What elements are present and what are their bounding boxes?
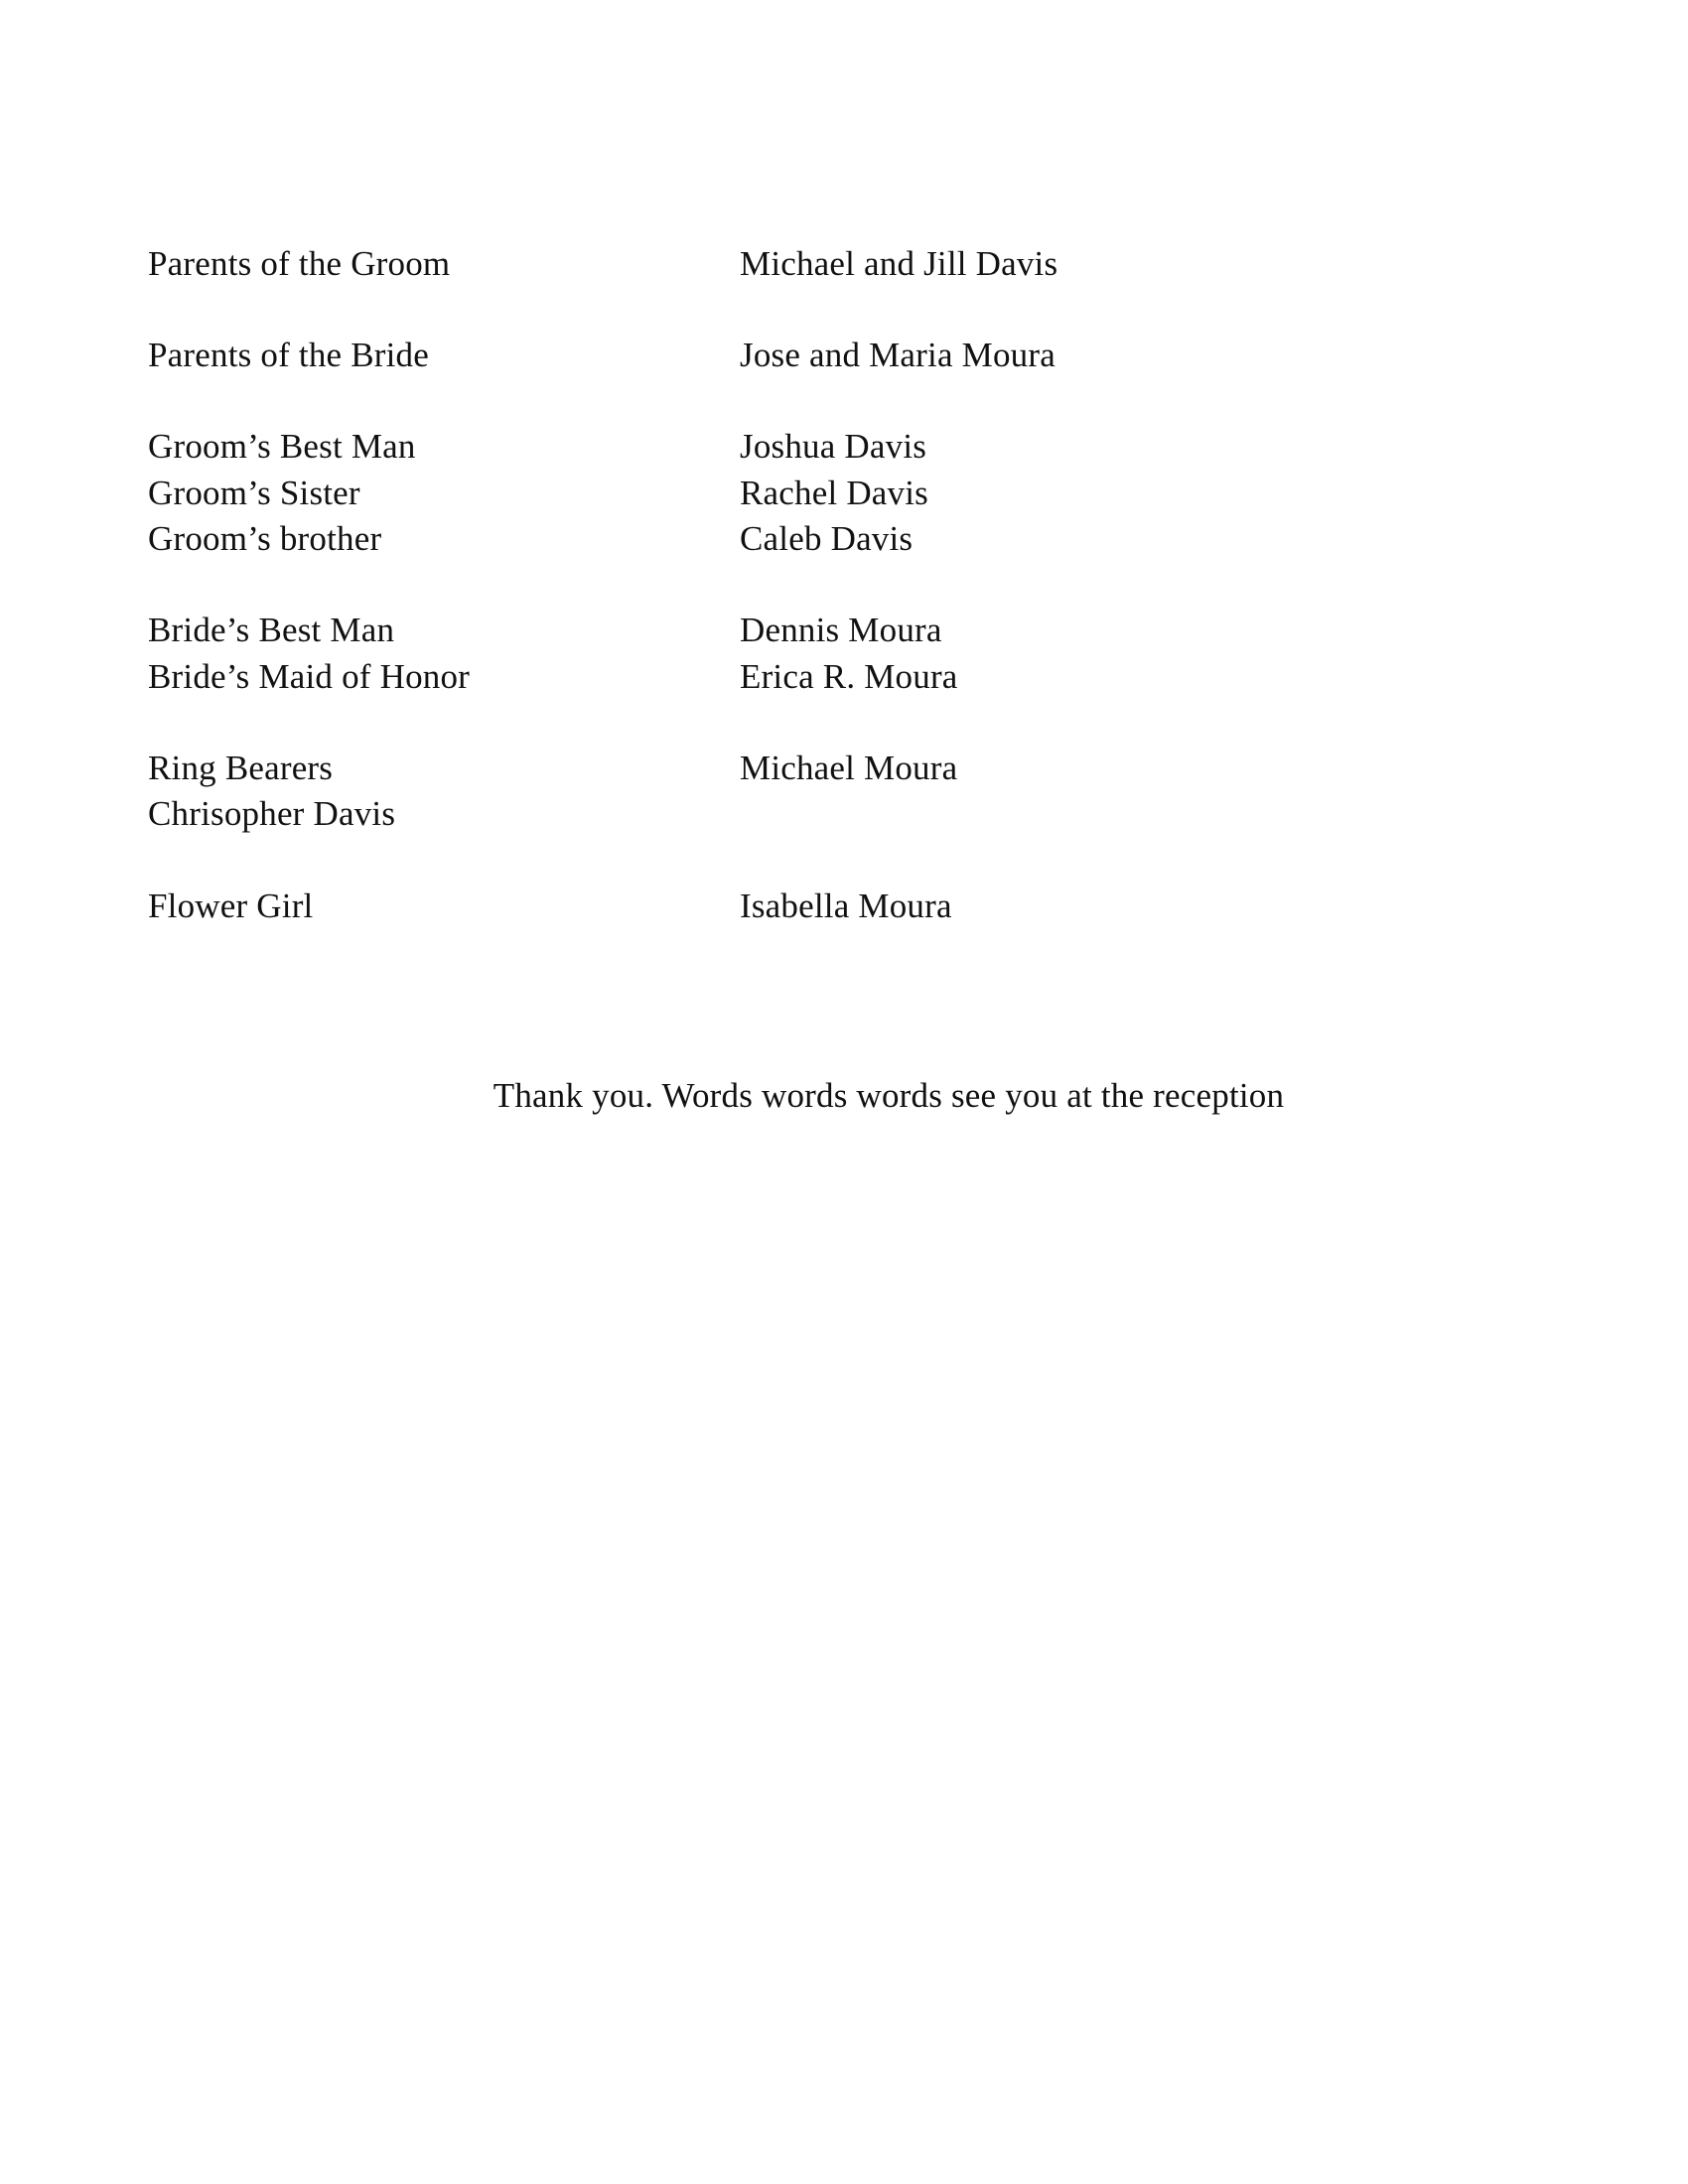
name-brides-best-man: Dennis Moura [740, 611, 942, 649]
role-flower-girl: Flower Girl [148, 887, 314, 925]
role-grooms-sister: Groom’s Sister [148, 474, 360, 512]
name-grooms-brother: Caleb Davis [740, 519, 914, 558]
name-parents-of-bride: Jose and Maria Moura [740, 336, 1055, 374]
role-ring-bearers: Ring Bearers [148, 749, 334, 787]
role-grooms-brother: Groom’s brother [148, 519, 382, 558]
name-grooms-best-man: Joshua Davis [740, 427, 927, 466]
closing-message: Thank you. Words words words see you at the reception [492, 1076, 1285, 1115]
name-brides-maid-of-honor: Erica R. Moura [740, 657, 958, 696]
role-parents-of-groom: Parents of the Groom [148, 244, 451, 283]
name-ring-bearers: Michael Moura [740, 749, 958, 787]
role-brides-maid-of-honor: Bride’s Maid of Honor [148, 657, 471, 696]
role-parents-of-bride: Parents of the Bride [148, 336, 429, 374]
name-parents-of-groom: Michael and Jill Davis [740, 244, 1058, 283]
name-flower-girl: Isabella Moura [740, 887, 952, 925]
role-grooms-best-man: Groom’s Best Man [148, 427, 416, 466]
role-brides-best-man: Bride’s Best Man [148, 611, 395, 649]
name-grooms-sister: Rachel Davis [740, 474, 928, 512]
role-ring-bearer-second: Chrisopher Davis [148, 794, 396, 833]
